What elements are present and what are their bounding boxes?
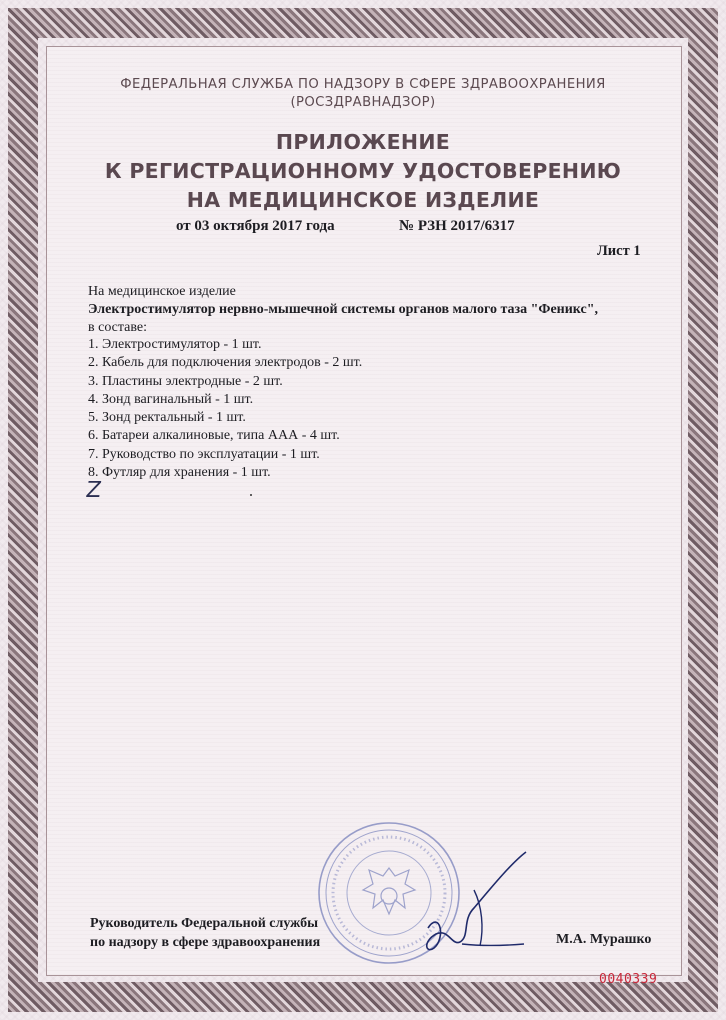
list-item: 7. Руководство по эксплуатации - 1 шт. [88, 446, 320, 462]
list-item: 2. Кабель для подключения электродов - 2 шт. [88, 355, 363, 371]
list-item: 3. Пластины электродные - 2 шт. [88, 373, 283, 389]
document-title: ПРИЛОЖЕНИЕ [275, 130, 451, 154]
sheet-number: Лист 1 [597, 243, 641, 259]
ink-dot [250, 494, 252, 496]
list-item: 8. Футляр для хранения - 1 шт. [88, 465, 271, 481]
components-list [88, 336, 362, 482]
list-item: 4. Зонд вагинальный - 1 шт. [88, 391, 254, 407]
list-item: 6. Батареи алкалиновые, типа ААА - 4 шт. [88, 428, 340, 444]
document-subtitle-line1: К РЕГИСТРАЦИОННОМУ УДОСТОВЕРЕНИЮ [104, 159, 622, 183]
signature-icon [400, 850, 540, 960]
agency-abbreviation: (РОСЗДРАВНАДЗОР) [290, 95, 436, 110]
leader-title-line1: Руководитель Федеральной службы [90, 916, 319, 931]
serial-number: 0040339 [599, 972, 658, 987]
document-subtitle-line2: НА МЕДИЦИНСКОЕ ИЗДЕЛИЕ [186, 188, 540, 212]
registration-number: № РЗН 2017/6317 [399, 218, 515, 234]
leader-title [90, 914, 320, 952]
signer-name: М.А. Мурашко [556, 932, 652, 947]
leader-title-line2: по надзору в сфере здравоохранения [90, 935, 321, 950]
list-item: 1. Электростимулятор - 1 шт. [88, 337, 262, 352]
list-item: 5. Зонд ректальный - 1 шт. [88, 410, 246, 426]
intro-text: На медицинское изделие [88, 284, 236, 299]
handwritten-z-mark: Z [84, 478, 103, 503]
agency-name: ФЕДЕРАЛЬНАЯ СЛУЖБА ПО НАДЗОРУ В СФЕРЕ ЗДРАВООХРАНЕНИЯ [120, 77, 606, 92]
registration-date: от 03 октября 2017 года [176, 218, 335, 234]
composition-label: в составе: [88, 320, 148, 335]
device-name: Электростимулятор нервно-мышечной системы органов малого таза "Феникс", [88, 302, 598, 317]
